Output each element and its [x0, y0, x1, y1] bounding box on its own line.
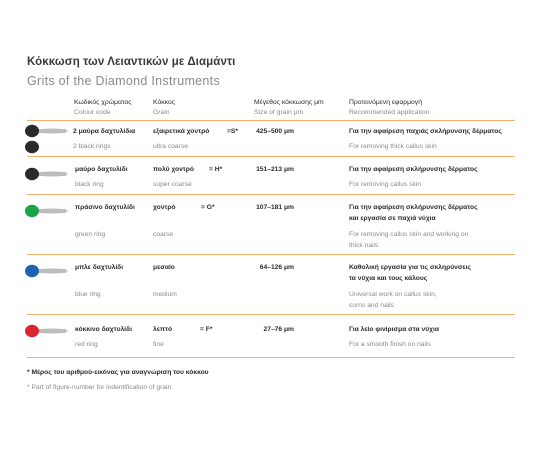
- colour-gr: μπλε δαχτυλίδι: [75, 264, 124, 271]
- header-size-en: Size of grain μm: [254, 109, 304, 116]
- page-title-english: Grits of the Diamond Instruments: [27, 74, 221, 88]
- grain-en: super coarse: [153, 181, 192, 188]
- colour-gr: πράσινο δαχτυλίδι: [75, 204, 135, 211]
- grain-code: = G*: [201, 204, 215, 211]
- header-colour-gr: Κωδικός χρώματος: [74, 99, 132, 106]
- diamond-bur-icon: [24, 124, 72, 138]
- grain-gr: χοντρό: [153, 204, 176, 211]
- diamond-bur-icon: [24, 140, 72, 154]
- application-gr: Καθολική εργασία για τις σκληρύνσεις: [349, 264, 471, 271]
- divider: [27, 120, 515, 121]
- application-gr-line2: τα νύχια και τους κάλους: [349, 274, 428, 282]
- colour-gr: μαύρο δαχτυλίδι: [75, 166, 128, 173]
- grain-gr: μεσαίο: [153, 264, 175, 271]
- application-gr: Για λείο φινίρισμα στα νύχια: [349, 326, 439, 333]
- footnote-english: * Part of figure-number for indentification of grain: [27, 384, 172, 391]
- grain-en: fine: [153, 341, 164, 348]
- colour-en: blue ring: [75, 291, 101, 298]
- header-grain-en: Grain: [153, 109, 170, 116]
- grain-code: =S*: [227, 128, 238, 135]
- colour-en: 2 black rings: [73, 143, 111, 150]
- page-title-greek: Κόκκωση των Λειαντικών με Διαμάντι: [27, 56, 236, 68]
- grain-size: 425–500 μm: [256, 128, 294, 135]
- application-gr-line2: και εργασία σε παχιά νύχια: [349, 214, 436, 222]
- footnote-greek: * Μέρος του αριθμού-εικόνας για αναγνώριση του κόκκου: [27, 369, 209, 376]
- diamond-bur-icon: [24, 204, 72, 218]
- header-app-en: Recommended application: [349, 109, 430, 116]
- divider: [27, 194, 515, 195]
- application-en: For removing callus skin and working on: [349, 231, 469, 238]
- grain-gr: πολύ χοντρό: [153, 166, 195, 173]
- grain-en: medium: [153, 291, 177, 298]
- grain-size: 64–126 μm: [259, 264, 294, 271]
- application-en: For removing callus skin: [349, 181, 422, 188]
- application-en: Universal work on callus skin,: [349, 291, 437, 298]
- header-size: [254, 98, 324, 118]
- application-gr: Για την αφαίρεση παχιάς σκλήρυνσης δέρματος: [349, 128, 502, 135]
- header-size-gr: Μέγεθος κόκκωσης μm: [254, 99, 324, 106]
- application-gr: Για την αφαίρεση σκλήρυνσης δέρματος: [349, 204, 478, 211]
- grain-size: 27–76 μm: [263, 326, 294, 333]
- ring-mark: [25, 125, 39, 137]
- grain-size: 151–213 μm: [256, 166, 294, 173]
- diamond-bur-icon: [24, 324, 72, 338]
- header-grain: [153, 98, 175, 118]
- grain-code: = F*: [200, 326, 213, 333]
- colour-gr: κόκκινο δαχτυλίδι: [75, 326, 132, 333]
- application-en-line2: corns and nails: [349, 302, 394, 309]
- header-colour: [74, 98, 132, 118]
- header-app-gr: Προτεινόμενη εφαρμογή: [349, 99, 422, 106]
- divider: [27, 314, 515, 315]
- colour-en: green ring: [75, 231, 106, 238]
- colour-en: black ring: [75, 181, 104, 188]
- application-en-line2: thick nails: [349, 242, 379, 249]
- colour-en: red ring: [75, 341, 98, 348]
- header-application: [349, 98, 429, 118]
- diamond-bur-icon: [24, 167, 72, 181]
- application-en: For a smooth finish on nails: [349, 341, 431, 348]
- application-en: For removing thick callus skin: [349, 143, 437, 150]
- divider: [27, 156, 515, 157]
- header-colour-en: Colour code: [74, 109, 111, 116]
- divider: [27, 357, 515, 358]
- header-grain-gr: Κόκκος: [153, 99, 176, 106]
- grain-gr: λεπτό: [153, 326, 173, 333]
- colour-gr: 2 μαύρα δαχτυλίδια: [73, 128, 136, 135]
- grain-size: 107–181 μm: [256, 204, 294, 211]
- diamond-bur-icon: [24, 264, 72, 278]
- application-gr: Για την αφαίρεση σκλήρυνσης δέρματος: [349, 166, 478, 173]
- grain-en: ultra coarse: [153, 143, 188, 150]
- grain-gr: εξαιρετικά χοντρό: [153, 128, 210, 135]
- grain-en: coarse: [153, 231, 174, 238]
- grain-code: = H*: [209, 166, 223, 173]
- divider: [27, 254, 515, 255]
